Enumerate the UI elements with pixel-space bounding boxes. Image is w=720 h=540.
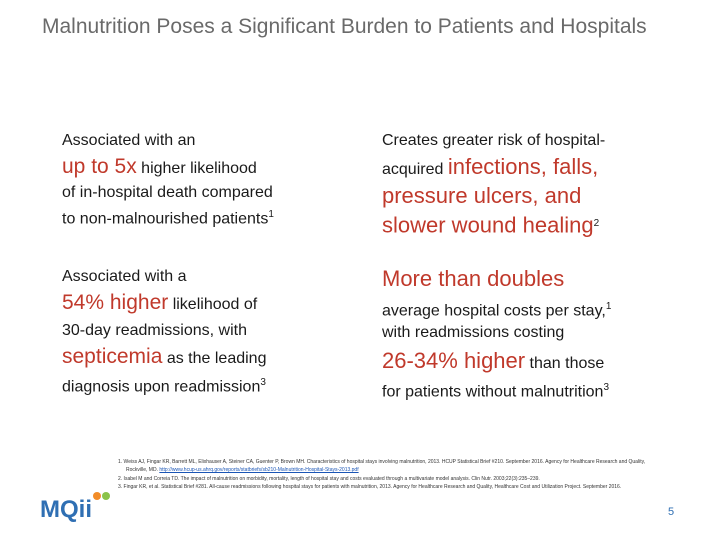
footnote-mark: 1 <box>268 209 274 220</box>
highlight-text: 26-34% higher <box>382 348 526 374</box>
reference-item: 2. Isabel M and Correia TD. The impact of malnutrition on morbidity, mortality, length of hospital stay and costs evaluated through a multivariate model analysis. Clin Nutr. 2003;22(3):235–239. <box>118 475 540 482</box>
block-text: as the leading <box>162 350 267 367</box>
block-text: average hospital costs per stay, <box>382 302 606 320</box>
footnote-mark: 2 <box>593 218 600 229</box>
highlight-text: septicemia <box>62 345 163 368</box>
logo-text: MQii <box>40 496 92 523</box>
page-number: 5 <box>668 506 675 518</box>
footnote-mark: 1 <box>605 301 612 312</box>
block-text: Associated with an <box>62 132 196 149</box>
slide-title: Malnutrition Poses a Significant Burden to Patients and Hospitals <box>42 15 647 38</box>
footnote-mark: 3 <box>260 377 266 388</box>
block-text: to non-malnourished patients <box>62 210 269 228</box>
burden-block-mortality <box>62 130 322 230</box>
logo-mark <box>93 492 110 500</box>
block-text: Associated with a <box>62 268 187 285</box>
block-text: for patients without malnutrition <box>382 383 604 401</box>
highlight-text: infections, falls, <box>447 154 599 179</box>
block-text: acquired <box>382 161 448 178</box>
block-text: than those <box>525 355 605 373</box>
reference-item: 1. Weiss AJ, Fingar KR, Barrett ML, Elixhauser A, Steiner CA, Guenter P, Brown MH. Characteristics of hospital stays involving malnutrition, 2013. HCUP Statistical Brief #210. September 2016. Agency for Healthcare Research and Quality, Rockville, MD. <box>118 459 646 474</box>
reference-item: 3. Fingar KR, et al. Statistical Brief #281. All-cause readmissions following hospital stays for patients with malnutrition, 2013. Agency for Healthcare Research and Quality, Healthcare Cost and Utilization Project. September 2016. <box>118 483 622 490</box>
burden-block-complications <box>382 130 662 239</box>
burden-block-readmissions <box>62 266 322 398</box>
references <box>118 458 658 491</box>
block-text: with readmissions costing <box>382 324 565 342</box>
block-text: Creates greater risk of hospital- <box>382 132 606 149</box>
highlight-text: slower wound healing <box>382 212 594 238</box>
block-text: higher likelihood <box>136 160 257 177</box>
block-text: likelihood of <box>168 296 258 313</box>
highlight-text: up to 5x <box>62 155 137 178</box>
highlight-text: More than doubles <box>382 266 565 291</box>
block-text: of in-hospital death compared <box>62 184 273 201</box>
block-text: diagnosis upon readmission <box>62 378 261 396</box>
footnote-mark: 3 <box>603 382 610 394</box>
block-text: 30-day readmissions, with <box>62 322 247 339</box>
reference-link[interactable]: http://www.hcup-us.ahrq.gov/reports/statbriefs/sb210-Malnutrition-Hospital-Stays-2013.pdf <box>159 467 359 474</box>
highlight-text: 54% higher <box>62 291 169 314</box>
burden-block-costs <box>382 268 662 404</box>
highlight-text: pressure ulcers, and <box>382 183 582 208</box>
